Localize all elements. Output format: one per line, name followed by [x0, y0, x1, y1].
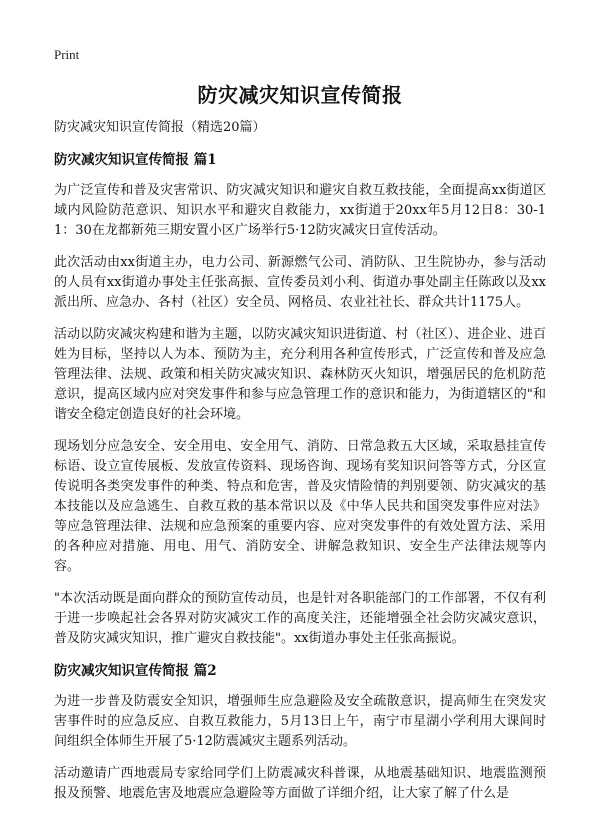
paragraph: 此次活动由xx街道主办，电力公司、新源燃气公司、消防队、卫生院协办，参与活动的人员有xx街道办事处主任张高振、宣传委员刘小利、街道办事处副主任陈政以及xx派出所、应急办、各村（社区）安全员、网格员、农业社社长、群众共计1175人。	[54, 255, 546, 310]
paragraph: 现场划分应急安全、安全用电、安全用气、消防、日常急救五大区域，采取悬挂宣传标语、设立宣传展板、发放宣传资料、现场咨询、现场有奖知识问答等方式，分区宣传说明各类突发事件的种类、特点和危害，普及灾情险情的判别要领、防灾减灾的基本技能以及应急逃生、自救互救的基本常识以及《中华人民共和国突发事件应对法》等应急管理法律、法规和应急预案的重要内容、应对突发事件的有效处置方法、采用的各种应对措施、用电、用气、消防安全、讲解急救知识、安全生产法律法规等内容。	[54, 439, 546, 574]
print-link[interactable]: Print	[54, 47, 80, 62]
section-heading: 防灾减灾知识宣传简报 篇1	[54, 152, 217, 168]
paragraph: 活动邀请广西地震局专家给同学们上防震减灾科普课，从地震基础知识、地震监测预报及预警、地震危害及地震应急避险等方面做了详细介绍，让大家了解了什么是	[54, 766, 546, 801]
paragraph: "本次活动既是面向群众的预防宣传动员，也是针对各职能部门的工作部署，不仅有利于进一步唤起社会各界对防灾减灾工作的高度关注，还能增强全社会防灾减灾意识，普及防灾减灾知识，推广避灾自救技能"。xx街道办事处主任张高振说。	[54, 591, 546, 646]
page-title: 防灾减灾知识宣传简报	[197, 83, 403, 107]
paragraph: 为进一步普及防震安全知识，增强师生应急避险及安全疏散意识，提高师生在突发灾害事件时的应急反应、自救互救能力，5月13日上午，南宁市星湖小学利用大课间时间组织全体师生开展了5·12防震减灾主题系列活动。	[54, 694, 546, 749]
document-subtitle: 防灾减灾知识宣传简报（精选20篇）	[54, 120, 266, 135]
section-heading: 防灾减灾知识宣传简报 篇2	[54, 663, 217, 679]
document-body	[54, 118, 546, 816]
paragraph: 活动以防灾减灾构建和谐为主题，以防灾减灾知识进街道、村（社区）、进企业、进百姓为目标，坚持以人为本、预防为主，充分利用各种宣传形式，广泛宣传和普及应急管理法律、法规、政策和相关防灾减灾知识、森林防灭火知识，增强居民的危机防范意识，提高区域内应对突发事件和参与应急管理工作的意识和能力，为街道辖区的"和谐安全稳定创造良好的社会环境。	[54, 327, 546, 422]
section-2	[54, 661, 546, 804]
paragraph: 为广泛宣传和普及灾害常识、防灾减灾知识和避灾自救互救技能，全面提高xx街道区域内风险防范意识、知识水平和避灾自救能力，xx街道于20xx年5月12日8：30-11：30在龙都新苑三期安置小区广场举行5·12防灾减灾日宣传活动。	[54, 183, 546, 238]
section-1	[54, 150, 546, 649]
